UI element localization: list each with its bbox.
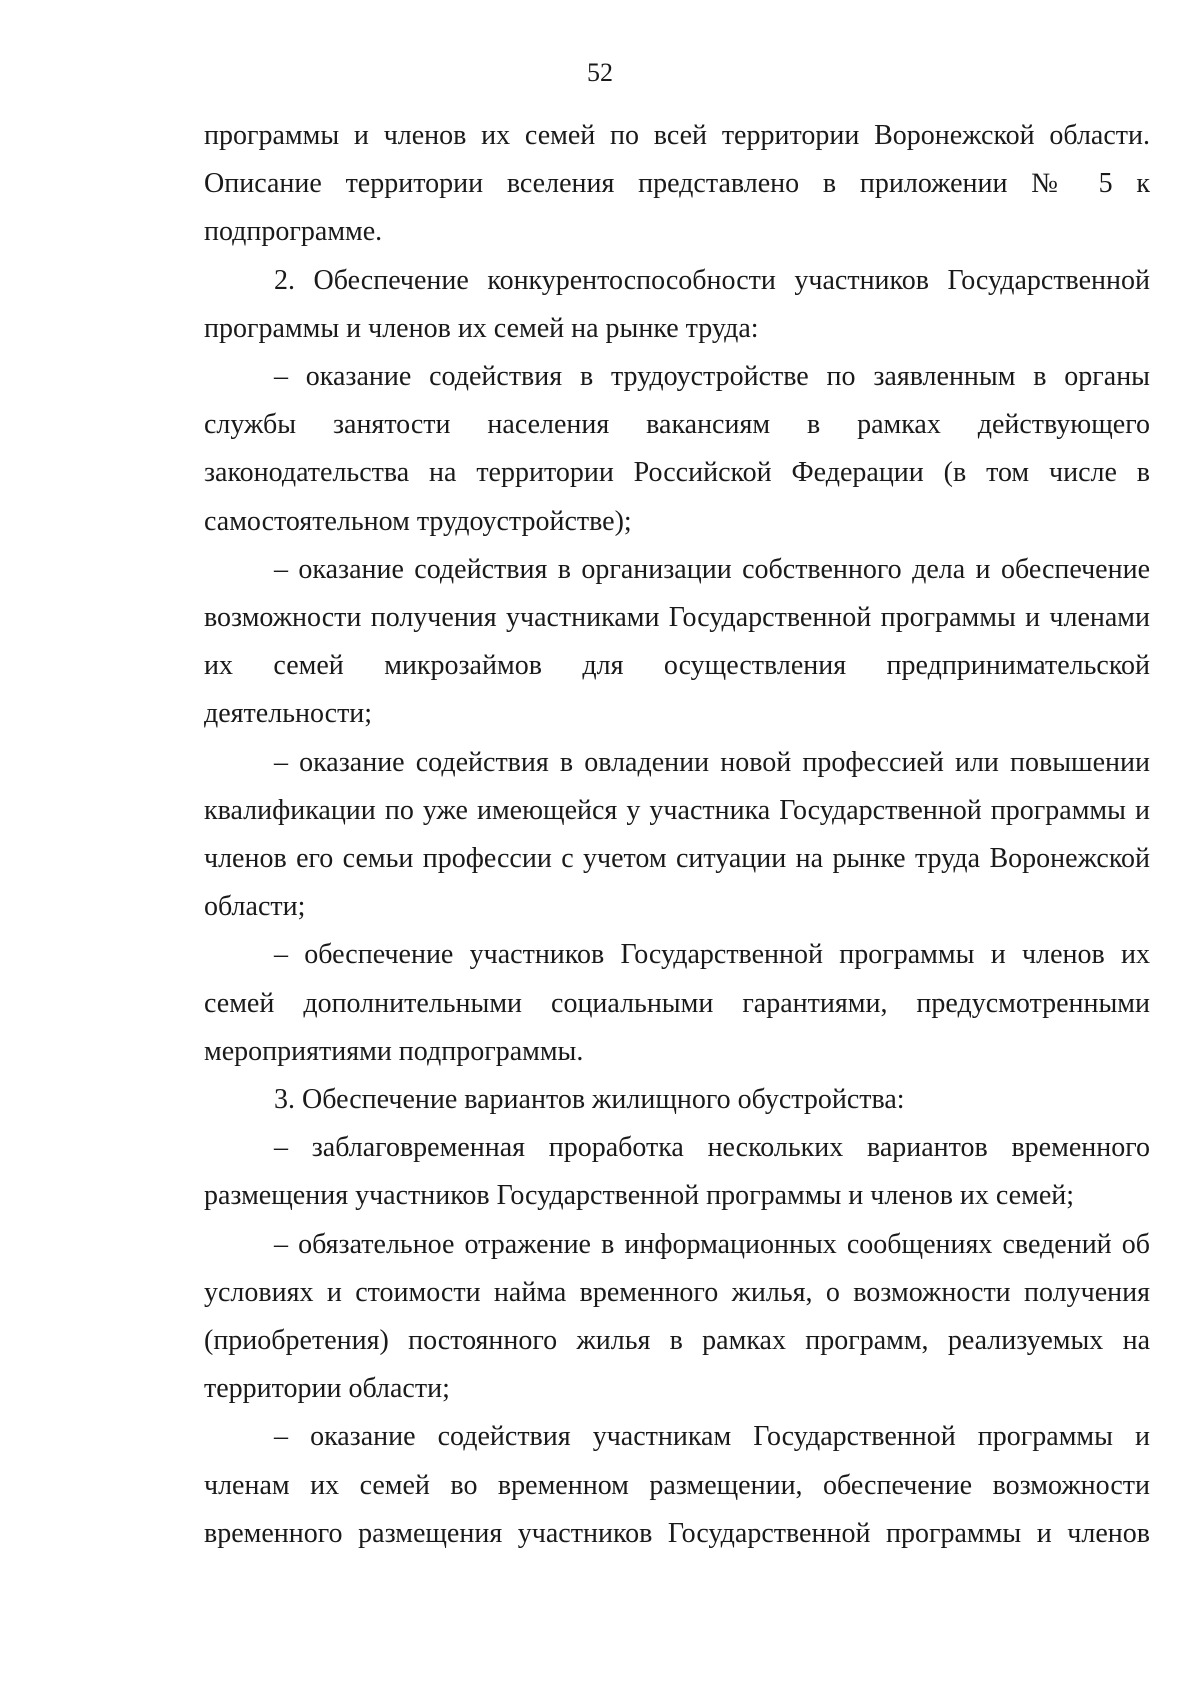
paragraph-item-temporary-housing-options: – заблаговременная проработка нескольких вариантов временного размещения участников Государственной программы и членов их семей; [204,1132,1150,1212]
paragraph-item-own-business: – оказание содействия в организации собственного дела и обеспечение возможности получения участниками Государственной программы и членами их семей микрозаймов для осуществления предпринимательской деятельности; [204,553,1150,730]
page-number: 52 [587,58,613,87]
paragraph-section-3: 3. Обеспечение вариантов жилищного обустройства: [274,1084,905,1116]
body-text [204,112,1150,1558]
paragraph-section-2: 2. Обеспечение конкурентоспособности участников Государственной программы и членов их семей на рынке труда: [204,264,1150,344]
paragraph-item-employment-assistance: – оказание содействия в трудоустройстве по заявленным в органы службы занятости населения вакансиям в рамках действующего законодательства на территории Российской Федерации (в том числе в самостоятельном трудоустройстве); [204,361,1150,537]
paragraph-continuation: программы и членов их семей по всей территории Воронежской области. Описание территории вселения представлено в приложении № 5 к подпрограмме. [204,120,1150,248]
paragraph-item-temporary-placement: – оказание содействия участникам Государственной программы и членам их семей во временном размещении, обеспечение возможности временного размещения участников Государственной программы и членов [204,1421,1150,1549]
paragraph-item-information-messages: – обязательное отражение в информационных сообщениях сведений об условиях и стоимости найма временного жилья, о возможности получения (приобретения) постоянного жилья в рамках программ, реализуемых на территории области; [204,1228,1150,1405]
paragraph-item-qualification: – оказание содействия в овладении новой профессией или повышении квалификации по уже имеющейся у участника Государственной программы и членов его семьи профессии с учетом ситуации на рынке труда Воронежской области; [204,746,1150,923]
paragraph-item-social-guarantees: – обеспечение участников Государственной программы и членов их семей дополнительными социальными гарантиями, предусмотренными мероприятиями подпрограммы. [204,939,1150,1067]
